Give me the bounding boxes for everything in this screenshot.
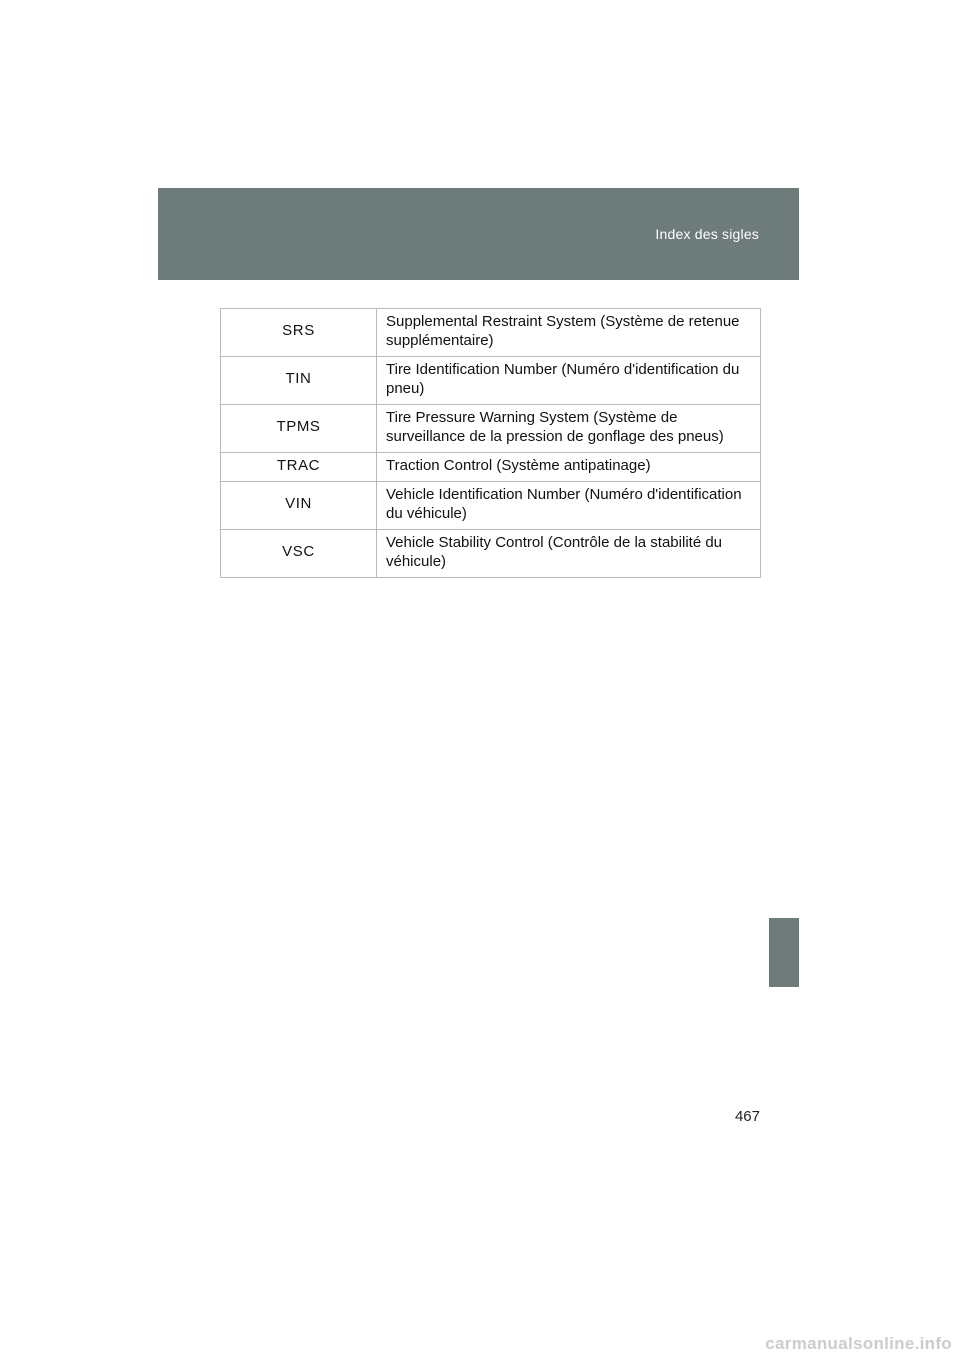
abbreviation-code: VSC — [221, 530, 377, 578]
table-row — [221, 453, 761, 482]
page-number: 467 — [734, 1108, 760, 1125]
table-row — [221, 405, 761, 453]
table-row — [221, 309, 761, 357]
table-row — [221, 357, 761, 405]
abbreviation-description: Tire Identification Number (Numéro d'identification du pneu) — [377, 357, 761, 405]
abbreviation-description: Vehicle Identification Number (Numéro d'identification du véhicule) — [377, 482, 761, 530]
abbreviation-description: Tire Pressure Warning System (Système de surveillance de la pression de gonflage des pneus) — [377, 405, 761, 453]
abbreviation-code: VIN — [221, 482, 377, 530]
abbreviation-code: TIN — [221, 357, 377, 405]
chapter-tab — [769, 918, 799, 987]
header-band — [158, 188, 799, 280]
section-title: Index des sigles — [655, 226, 759, 242]
watermark: carmanualsonline.info — [765, 1334, 952, 1353]
abbreviation-code: SRS — [221, 309, 377, 357]
abbreviation-description: Supplemental Restraint System (Système de retenue supplémentaire) — [377, 309, 761, 357]
abbreviation-code: TRAC — [221, 453, 377, 482]
abbreviation-code: TPMS — [221, 405, 377, 453]
table-row — [221, 530, 761, 578]
abbreviation-table — [220, 308, 761, 578]
abbreviation-description: Vehicle Stability Control (Contrôle de la stabilité du véhicule) — [377, 530, 761, 578]
table-row — [221, 482, 761, 530]
abbreviation-description: Traction Control (Système antipatinage) — [377, 453, 761, 482]
